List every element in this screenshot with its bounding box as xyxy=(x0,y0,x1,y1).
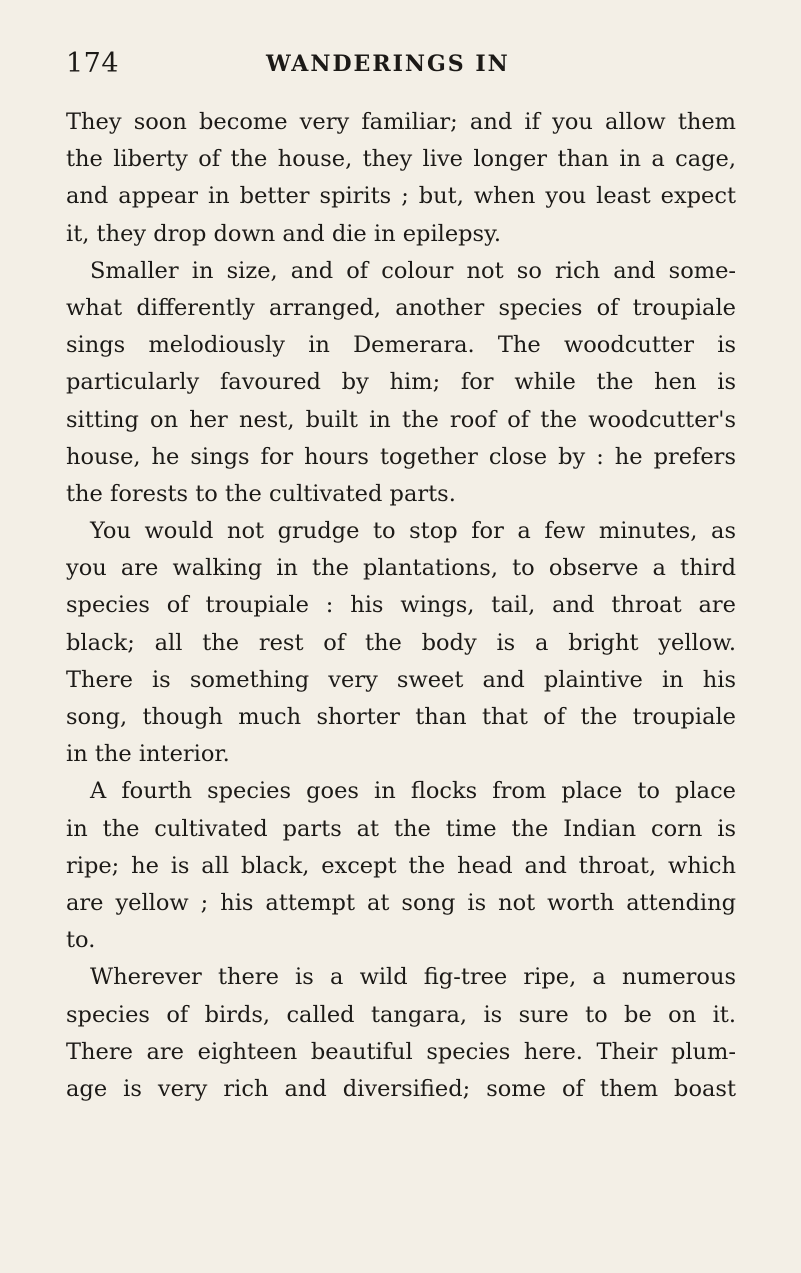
text-line: song, though much shorter than that of the troupiale xyxy=(66,704,736,730)
running-head: WANDERINGS IN xyxy=(266,51,510,77)
text-line: sitting on her nest, built in the roof of the woodcutter's xyxy=(66,406,736,433)
text-line: You would not grudge to stop for a few minutes, as xyxy=(90,518,736,545)
text-line: black; all the rest of the body is a bright yellow. xyxy=(66,629,736,656)
text-line: it, they drop down and die in epilepsy. xyxy=(66,220,501,247)
text-line: in the interior. xyxy=(66,741,230,768)
text-line: species of troupiale : his wings, tail, and throat are xyxy=(66,592,736,619)
text-line: are yellow ; his attempt at song is not worth attending xyxy=(66,889,736,916)
text-line: Wherever there is a wild fig-tree ripe, a numerous xyxy=(90,964,736,991)
text-line: in the cultivated parts at the time the Indian corn is xyxy=(66,815,736,842)
text-line: There is something very sweet and plaintive in his xyxy=(66,666,736,693)
text-line: what differently arranged, another species of troupiale xyxy=(66,294,736,321)
text-line: Smaller in size, and of colour not so rich and some- xyxy=(90,257,736,284)
text-line: age is very rich and diversified; some of them boast xyxy=(66,1075,736,1102)
text-line: house, he sings for hours together close by : he prefers xyxy=(66,443,736,470)
page-header xyxy=(66,48,736,88)
text-line: A fourth species goes in flocks from place to place xyxy=(90,778,736,805)
text-line: the forests to the cultivated parts. xyxy=(66,480,456,507)
text-line: particularly favoured by him; for while the hen is xyxy=(66,369,736,396)
text-line: you are walking in the plantations, to observe a third xyxy=(66,555,736,582)
text-line: There are eighteen beautiful species here. Their plum- xyxy=(66,1038,736,1065)
text-line: and appear in better spirits ; but, when you least expect xyxy=(66,183,736,210)
text-line: to. xyxy=(66,927,96,954)
text-line: They soon become very familiar; and if you allow them xyxy=(66,109,736,135)
page-number: 174 xyxy=(66,48,120,79)
text-line: ripe; he is all black, except the head and throat, which xyxy=(66,852,736,879)
text-line: species of birds, called tangara, is sure to be on it. xyxy=(66,1001,736,1028)
text-line: sings melodiously in Demerara. The woodcutter is xyxy=(66,332,736,359)
text-line: the liberty of the house, they live longer than in a cage, xyxy=(66,146,736,173)
body-text xyxy=(66,104,736,1108)
